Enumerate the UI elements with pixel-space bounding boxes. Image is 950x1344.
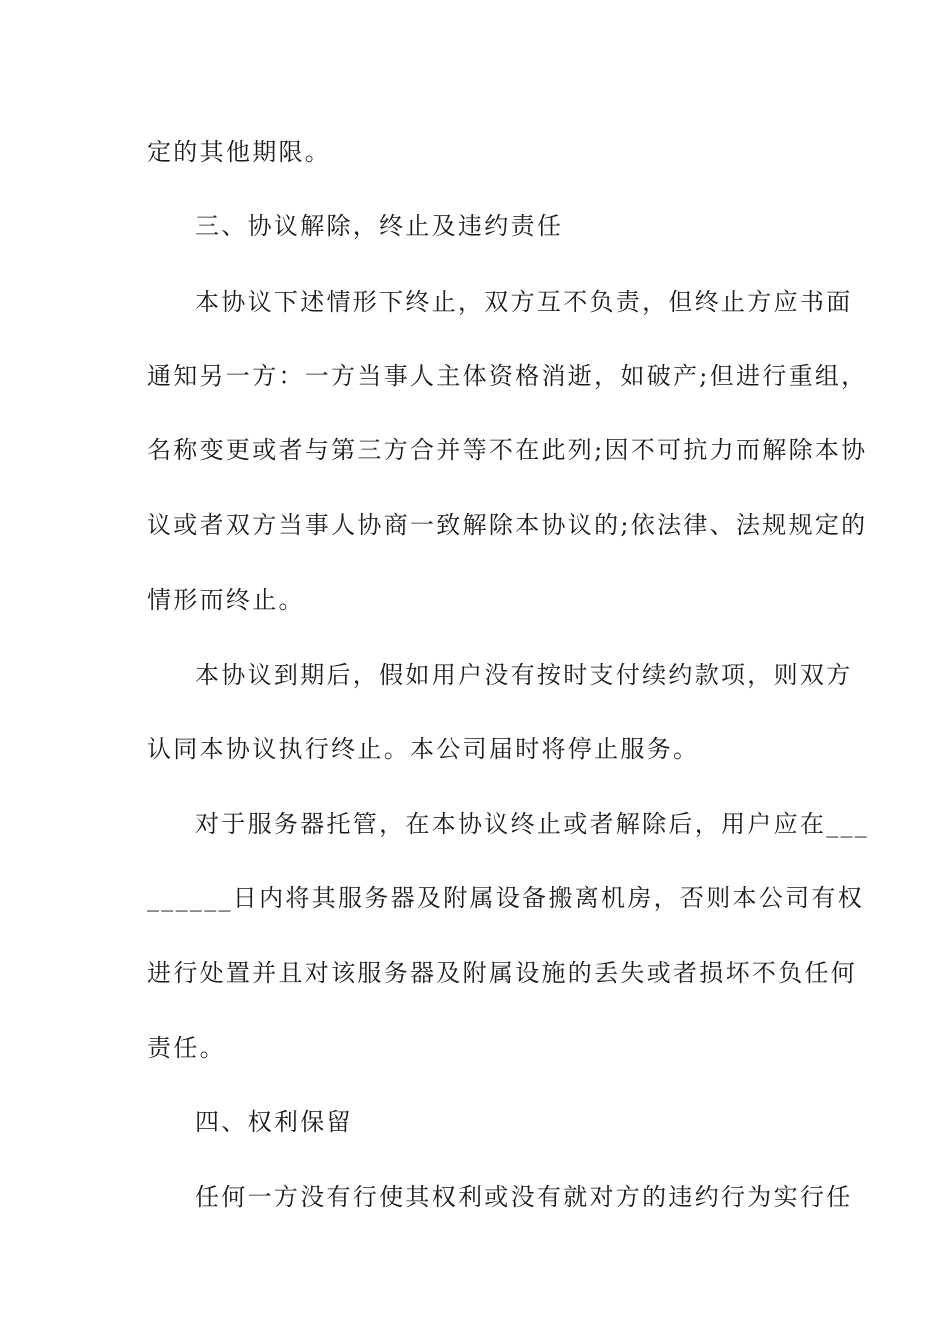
section-heading: 四、权利保留 xyxy=(195,1108,353,1136)
text-line: 进行处置并且对该服务器及附属设施的丢失或者损坏不负任何 xyxy=(147,959,858,987)
text-line: 责任。 xyxy=(147,1034,226,1062)
text-line: 定的其他期限。 xyxy=(147,138,332,166)
text-line: 任何一方没有行使其权利或没有就对方的违约行为实行任 xyxy=(195,1183,853,1211)
text-line: 情形而终止。 xyxy=(147,586,305,614)
text-line: 对于服务器托管，在本协议终止或者解除后，用户应在___ xyxy=(195,810,870,838)
text-line: 通知另一方：一方当事人主体资格消逝，如破产;但进行重组， xyxy=(147,362,868,390)
text-line: 议或者双方当事人协商一致解除本协议的;依法律、法规规定的 xyxy=(147,511,868,539)
text-line: 本协议下述情形下终止，双方互不负责，但终止方应书面 xyxy=(195,288,853,316)
text-line: ______日内将其服务器及附属设备搬离机房，否则本公司有权 xyxy=(147,884,864,912)
text-line: 本协议到期后，假如用户没有按时支付续约款项，则双方 xyxy=(195,661,853,689)
text-line: 认同本协议执行终止。本公司届时将停止服务。 xyxy=(147,735,700,763)
section-heading: 三、协议解除，终止及违约责任 xyxy=(195,212,564,240)
text-line: 名称变更或者与第三方合并等不在此列;因不可抗力而解除本协 xyxy=(147,436,868,464)
